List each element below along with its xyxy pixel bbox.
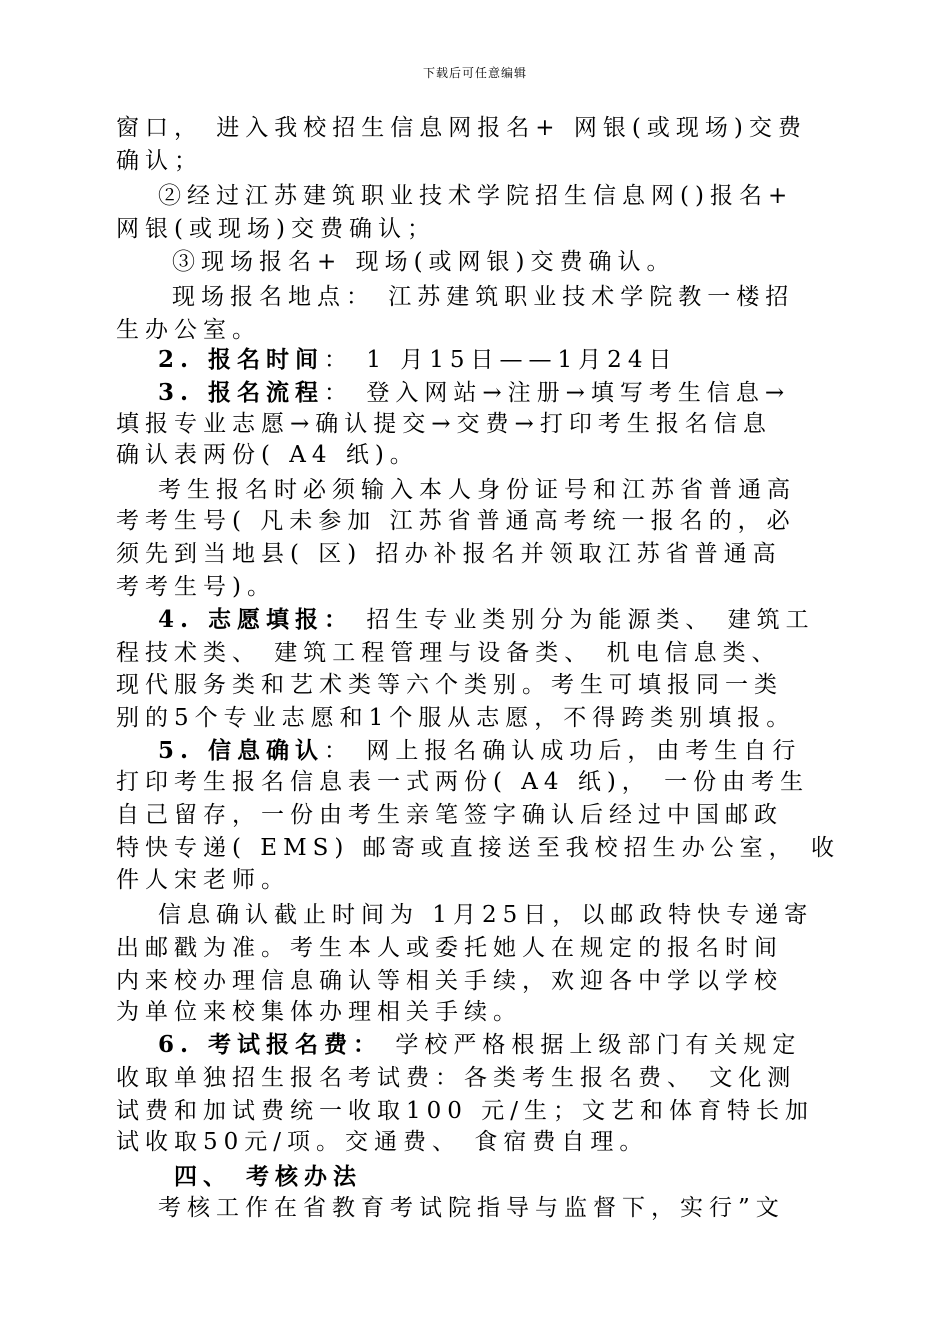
text-line: 自己留存，一份由考生亲笔签字确认后经过中国邮政 [116,802,783,828]
text-line: 件人宋老师。 [116,867,290,893]
line-text: ： 网上报名确认成功后，由考生自行 [324,738,802,764]
page-header: 下载后可任意编辑 [422,66,527,80]
text-line [158,377,878,409]
text-line [174,1161,894,1193]
text-line: 现场报名地点： 江苏建筑职业技术学院教一楼招 [172,284,795,310]
text-line: 现代服务类和艺术类等六个类别。考生可填报同一类 [116,672,783,698]
text-line: 特快专递( EMS) 邮寄或直接送至我校招生办公室， 收 [116,835,840,861]
text-line: 窗口， 进入我校招生信息网报名+ 网银(或现场)交费 [116,115,807,141]
section-heading: 6. 考试报名费： [158,1031,383,1058]
text-line: ②经过江苏建筑职业技术学院招生信息网()报名+ [158,183,794,209]
text-line: 收取单独招生报名考试费：各类考生报名费、 文化测 [116,1065,797,1091]
section-heading: 3. 报名流程 [158,379,325,406]
text-line: 试费和加试费统一收取100 元/生；文艺和体育特长加 [116,1098,814,1124]
text-line [158,735,878,767]
text-line: 网银(或现场)交费确认； [116,216,436,242]
text-line: 生办公室。 [116,317,261,343]
text-line: ③现场报名+ 现场(或网银)交费确认。 [172,249,676,275]
text-line [158,1029,878,1061]
text-line: 填报专业志愿→确认提交→交费→打印考生报名信息 [116,411,772,437]
line-text: ： 1 月15日——1月24日 [324,347,678,373]
text-line: 试收取50元/项。交通费、 食宿费自理。 [116,1129,649,1155]
text-line: 信息确认截止时间为 1月25日，以邮政特快专递寄 [158,902,814,928]
text-line: 打印考生报名信息表一式两份( A4 纸)， 一份由考生 [116,769,810,795]
text-line: 出邮戳为准。考生本人或委托她人在规定的报名时间 [116,935,783,961]
text-line: 考生报名时必须输入本人身份证号和江苏省普通高 [158,477,796,503]
text-line: 须先到当地县( 区) 招办补报名并领取江苏省普通高 [116,541,782,567]
text-line: 内来校办理信息确认等相关手续，欢迎各中学以学校 [116,968,783,994]
text-line [158,344,878,376]
line-text: 学校严格根据上级部门有关规定 [382,1032,802,1058]
text-line: 考考生号( 凡未参加 江苏省普通高考统一报名的，必 [116,508,796,534]
text-line: 程技术类、 建筑工程管理与设备类、 机电信息类、 [116,640,781,666]
section-heading: 4. 志愿填报： [158,606,354,633]
text-line: 别的5个专业志愿和1个服从志愿，不得跨类别填报。 [116,705,796,731]
text-line: 确认表两份( A4 纸)。 [116,442,419,468]
text-line: 确认； [116,148,203,174]
section-heading: 四、 考核办法 [174,1163,363,1190]
section-heading: 5. 信息确认 [158,737,325,764]
line-text: 招生专业类别分为能源类、 建筑工 [353,607,815,633]
section-heading: 2. 报名时间 [158,346,325,373]
text-line: 考核工作在省教育考试院指导与监督下，实行”文 [158,1195,785,1221]
line-text: ： 登入网站→注册→填写考生信息→ [324,380,791,406]
text-line: 考考生号)。 [116,574,276,600]
text-line: 为单位来校集体办理相关手续。 [116,999,522,1025]
text-line [158,604,878,636]
